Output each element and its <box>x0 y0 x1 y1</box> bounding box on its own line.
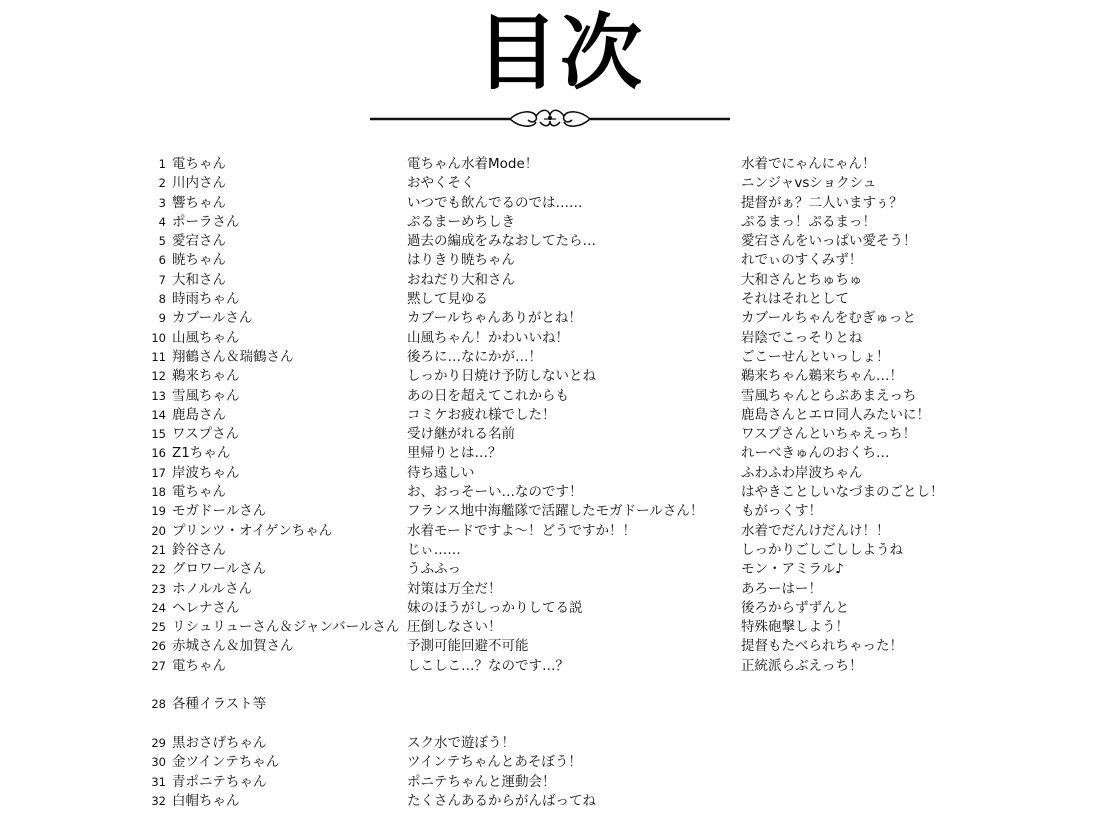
entry-number: 20 <box>151 523 166 538</box>
entry-title-1: お、おっそーい…なのです！ <box>407 484 583 501</box>
entry-number: 11 <box>151 349 166 364</box>
entry-title-1: はりきり暁ちゃん <box>407 252 515 269</box>
extras-list <box>0 734 1120 811</box>
entry-name: 岸波ちゃん <box>172 464 240 481</box>
toc-row <box>0 174 1120 193</box>
entry-title-2: 鹿島さんとエロ同人みたいに！ <box>741 406 930 423</box>
entry-number: 12 <box>151 369 166 384</box>
entry-title-2: ふわふわ岸波ちゃん <box>741 464 863 481</box>
entry-name: プリンツ・オイゲンちゃん <box>172 522 333 539</box>
entry-title-1: 電ちゃん水着Mode！ <box>407 156 539 172</box>
entry-title-1: コミケお疲れ様でした！ <box>407 406 556 423</box>
entry-title-1: カブールちゃんありがとね！ <box>407 310 582 327</box>
toc-row <box>0 290 1120 309</box>
toc-row <box>0 541 1120 560</box>
entry-number: 26 <box>151 639 166 654</box>
entry-name: Z1ちゃん <box>172 445 231 462</box>
entry-title-1: 後ろに…なにかが…！ <box>407 348 542 365</box>
entry-name: 暁ちゃん <box>172 252 226 269</box>
entry-title-1: ツインテちゃんとあそぼう！ <box>407 754 582 771</box>
entry-title-1: ぷるまーめちしき <box>407 213 515 230</box>
entry-number: 10 <box>151 330 166 345</box>
entry-name: 翔鶴さん＆瑞鶴さん <box>172 348 294 365</box>
entry-title-2: 正統派らぶえっち！ <box>741 657 863 674</box>
toc-row <box>0 406 1120 425</box>
entry-title-2: 特殊砲撃しよう！ <box>741 619 849 636</box>
entry-name: ワスプさん <box>172 426 240 443</box>
entry-title-1: 山風ちゃん！かわいいね！ <box>407 329 569 346</box>
entry-title-1: しっかり日焼け予防しないとね <box>407 368 596 385</box>
entry-name: 響ちゃん <box>172 194 226 211</box>
entry-number: 29 <box>151 735 166 750</box>
entry-name: ポーラさん <box>172 213 240 230</box>
toc-row <box>0 792 1120 811</box>
entry-title-2: 提督もたべられちゃった！ <box>741 638 903 655</box>
entry-number: 27 <box>151 658 166 673</box>
toc-row <box>0 309 1120 328</box>
entry-title-1: 水着モードですよ～！どうですか！！ <box>407 522 636 539</box>
entry-number: 21 <box>151 542 166 557</box>
entry-title-2: ごこーせんといっしょ！ <box>741 348 890 365</box>
entry-name: 鈴谷さん <box>172 541 226 558</box>
entry-title-1: 黙して見ゆる <box>407 291 488 308</box>
entry-number: 31 <box>151 774 166 789</box>
toc-row <box>0 483 1120 502</box>
entry-number: 24 <box>151 600 166 615</box>
entry-title-2: 水着でだんけだんけ！！ <box>741 522 890 539</box>
entry-name: ヘレナさん <box>172 599 240 616</box>
toc-row <box>0 637 1120 656</box>
entry-title-1: しこしこ…？なのです…？ <box>407 657 569 674</box>
entry-number: 18 <box>151 485 166 500</box>
toc-row <box>0 251 1120 270</box>
entry-title-1: 里帰りとは…？ <box>407 445 502 462</box>
entry-title-1: 圧倒しなさい！ <box>407 619 502 636</box>
page-title: 目次 <box>475 6 644 101</box>
entry-number: 3 <box>158 195 166 210</box>
ornament-divider <box>370 104 730 134</box>
entry-name: グロワールさん <box>172 561 267 578</box>
toc-row <box>0 464 1120 483</box>
toc-row <box>0 657 1120 676</box>
entry-number: 6 <box>158 253 166 268</box>
entry-name: カブールさん <box>172 310 253 327</box>
toc-row <box>0 618 1120 637</box>
entry-title-2: 雪風ちゃんとらぶあまえっち <box>741 387 917 404</box>
entry-number: 4 <box>158 214 166 229</box>
entry-name: 青ポニテちゃん <box>172 773 267 790</box>
toc-row <box>0 155 1120 174</box>
toc-row <box>0 599 1120 618</box>
entry-title-1: フランス地中海艦隊で活躍したモガドールさん！ <box>407 503 704 520</box>
entry-title-1: 対策は万全だ！ <box>407 580 502 597</box>
entry-number: 5 <box>158 234 166 249</box>
entry-title-2: 岩陰でこっそりとね <box>741 329 863 346</box>
entry-title-1: いつでも飲んでるのでは…… <box>407 194 583 211</box>
entry-title-1: じぃ…… <box>407 541 461 558</box>
entry-name: ホノルルさん <box>172 580 253 597</box>
entry-name: 金ツインテちゃん <box>172 754 280 771</box>
table-of-contents <box>0 155 1120 811</box>
entry-title-1: 待ち遠しい <box>407 464 475 481</box>
toc-row <box>0 753 1120 772</box>
entry-title-2: 大和さんとちゅちゅ <box>741 271 863 288</box>
toc-row <box>0 502 1120 521</box>
entry-number: 15 <box>151 427 166 442</box>
toc-row <box>0 773 1120 792</box>
entry-number: 8 <box>158 292 166 307</box>
entry-title-1: ポニテちゃんと運動会！ <box>407 773 556 790</box>
entry-number: 14 <box>151 407 166 422</box>
entry-name: 愛宕さん <box>172 233 226 250</box>
toc-row <box>0 367 1120 386</box>
entry-name: 各種イラスト等 <box>172 696 267 713</box>
toc-row <box>0 734 1120 753</box>
entry-name: モガドールさん <box>172 503 267 520</box>
toc-row <box>0 271 1120 290</box>
toc-row <box>0 387 1120 406</box>
entry-title-1: スク水で遊ぼう！ <box>407 734 515 751</box>
toc-row <box>0 194 1120 213</box>
entry-number: 28 <box>151 697 166 712</box>
toc-row <box>0 329 1120 348</box>
spacer <box>0 676 1120 695</box>
entry-title-2: あろーはー！ <box>741 580 822 597</box>
entry-number: 1 <box>158 157 166 171</box>
entry-name: 時雨ちゃん <box>172 291 240 308</box>
entry-name: 川内さん <box>172 175 226 192</box>
entry-number: 2 <box>158 176 166 191</box>
entry-number: 22 <box>151 562 166 577</box>
entries-list <box>0 155 1120 676</box>
entry-number: 13 <box>151 388 166 403</box>
toc-row <box>0 348 1120 367</box>
entry-title-2: しっかりごしごししようね <box>741 541 903 558</box>
toc-row-misc <box>0 695 1120 714</box>
entry-number: 23 <box>151 581 166 596</box>
entry-number: 9 <box>158 311 166 326</box>
entry-number: 7 <box>158 272 166 287</box>
entry-name: 黒おさげちゃん <box>172 734 267 751</box>
entry-title-2: カブールちゃんをむぎゅっと <box>741 310 916 327</box>
entry-title-2: ニンジャvsショクシュ <box>741 175 877 192</box>
entry-title-2: モン・アミラル♪ <box>741 561 844 578</box>
entry-title-2: はやきことしいなづまのごとし！ <box>741 484 944 501</box>
entry-title-2: ワスプさんといちゃえっち！ <box>741 426 917 443</box>
entry-title-1: あの日を超えてこれからも <box>407 387 569 404</box>
entry-title-2: もがっくす！ <box>741 503 822 520</box>
toc-row <box>0 213 1120 232</box>
entry-title-2: 後ろからずずんと <box>741 599 849 616</box>
entry-name: 電ちゃん <box>172 156 226 172</box>
entry-title-2: れーべきゅんのおくち… <box>741 445 890 462</box>
entry-title-1: たくさんあるからがんばってね <box>407 792 596 809</box>
entry-title-2: 愛宕さんをいっぱい愛そう！ <box>741 233 917 250</box>
entry-number: 17 <box>151 465 166 480</box>
entry-name: 白帽ちゃん <box>172 792 240 809</box>
toc-row <box>0 444 1120 463</box>
entry-title-1: 受け継がれる名前 <box>407 426 515 443</box>
entry-name: リシュリューさん＆ジャンバールさん <box>172 619 400 636</box>
entry-name: 赤城さん＆加賀さん <box>172 638 294 655</box>
entry-title-1: おねだり大和さん <box>407 271 515 288</box>
entry-name: 雪風ちゃん <box>172 387 240 404</box>
entry-name: 大和さん <box>172 271 226 288</box>
entry-title-2: 鵜来ちゃん鵜来ちゃん…！ <box>741 368 903 385</box>
entry-title-1: 過去の編成をみなおしてたら… <box>407 233 596 250</box>
entry-number: 32 <box>151 793 166 808</box>
entry-title-1: 妹のほうがしっかりしてる説 <box>407 599 583 616</box>
entry-title-2: 水着でにゃんにゃん！ <box>741 156 876 172</box>
entry-number: 16 <box>151 446 166 461</box>
entry-name: 山風ちゃん <box>172 329 240 346</box>
entry-title-2: ぷるまっ！ぷるまっ！ <box>741 213 876 230</box>
entry-name: 鵜来ちゃん <box>172 368 240 385</box>
toc-row <box>0 232 1120 251</box>
entry-number: 19 <box>151 504 166 519</box>
entry-name: 鹿島さん <box>172 406 226 423</box>
entry-title-2: それはそれとして <box>741 291 849 308</box>
entry-title-2: れでぃのすくみず！ <box>741 252 863 269</box>
entry-name: 電ちゃん <box>172 657 226 674</box>
toc-row <box>0 580 1120 599</box>
toc-row <box>0 560 1120 579</box>
spacer <box>0 715 1120 734</box>
entry-title-1: おやくそく <box>407 175 475 192</box>
entry-title-2: 提督がぁ？二人いますぅ？ <box>741 194 903 211</box>
entry-number: 25 <box>151 620 166 635</box>
entry-name: 電ちゃん <box>172 484 226 501</box>
entry-title-1: 予測可能回避不可能 <box>407 638 529 655</box>
toc-row <box>0 425 1120 444</box>
toc-row <box>0 522 1120 541</box>
entry-number: 30 <box>151 755 166 770</box>
entry-title-1: うふふっ <box>407 561 461 578</box>
